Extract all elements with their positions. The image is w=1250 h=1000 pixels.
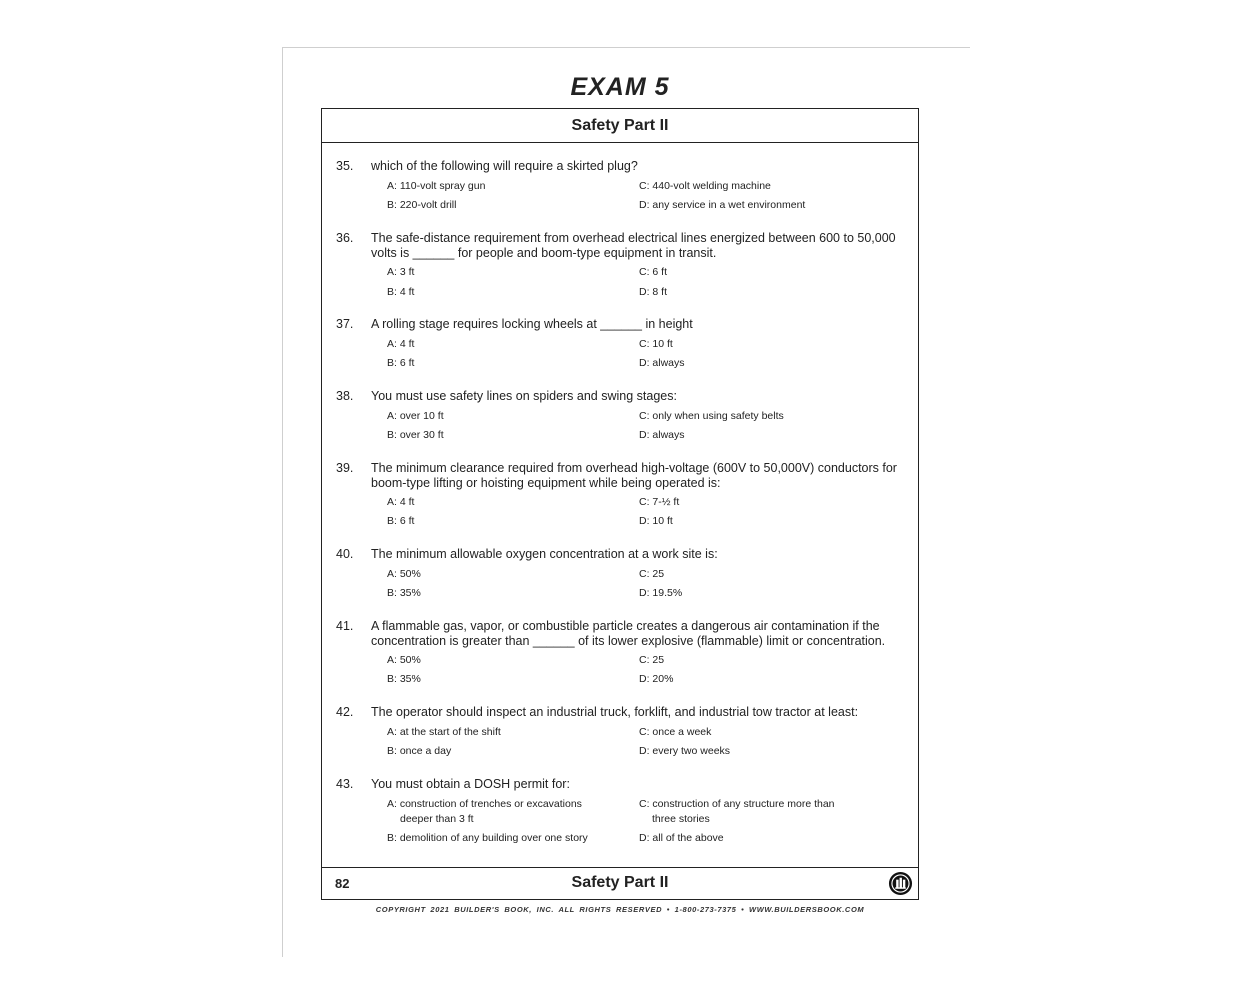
footer-band bbox=[322, 867, 918, 900]
question-text: You must use safety lines on spiders and swing stages: bbox=[371, 389, 677, 403]
option-c: C: 6 ft bbox=[639, 266, 668, 278]
option-d: D: 19.5% bbox=[639, 587, 683, 599]
question-text: You must obtain a DOSH permit for: bbox=[371, 777, 570, 791]
option-b: B: 4 ft bbox=[387, 286, 415, 298]
option-b: B: over 30 ft bbox=[387, 429, 444, 441]
option-c-line1: C: construction of any structure more than bbox=[639, 798, 835, 810]
option-d: D: always bbox=[639, 357, 685, 369]
option-c-line2: three stories bbox=[652, 813, 710, 825]
option-b: B: 35% bbox=[387, 587, 421, 599]
option-a: A: at the start of the shift bbox=[387, 726, 501, 738]
exam-box bbox=[321, 108, 919, 900]
option-a: A: 3 ft bbox=[387, 266, 415, 278]
question-text: The operator should inspect an industrial truck, forklift, and industrial tow tractor at least: bbox=[371, 705, 859, 719]
question-text: The safe-distance requirement from overhead electrical lines energized between 600 to 50,000 volts is ______ for people and boom-type equipment in transit. bbox=[371, 231, 896, 260]
option-c bbox=[639, 797, 879, 827]
option-c: C: 25 bbox=[639, 654, 665, 666]
option-d: D: all of the above bbox=[639, 832, 724, 844]
question-text: The minimum clearance required from overhead high-voltage (600V to 50,000V) conductors for boom-type lifting or hoisting equipment while being operated is: bbox=[371, 461, 897, 490]
question-number: 40. bbox=[336, 547, 354, 561]
question-number: 38. bbox=[336, 389, 354, 403]
footer-title: Safety Part II bbox=[571, 874, 669, 891]
option-d: D: always bbox=[639, 429, 685, 441]
question-number: 42. bbox=[336, 705, 354, 719]
option-c: C: only when using safety belts bbox=[639, 410, 784, 422]
question-number: 41. bbox=[336, 619, 354, 633]
question-number: 37. bbox=[336, 317, 354, 331]
option-a: A: 4 ft bbox=[387, 338, 415, 350]
builders-book-logo bbox=[888, 871, 913, 896]
option-a: A: 50% bbox=[387, 654, 421, 666]
option-b: B: once a day bbox=[387, 745, 452, 757]
option-c: C: 7-½ ft bbox=[639, 496, 680, 508]
exam-title: EXAM 5 bbox=[570, 73, 670, 101]
option-a bbox=[387, 797, 622, 827]
question-number: 35. bbox=[336, 159, 354, 173]
option-b: B: 220-volt drill bbox=[387, 199, 457, 211]
question-text: A rolling stage requires locking wheels at ______ in height bbox=[371, 317, 693, 331]
option-b: B: demolition of any building over one story bbox=[387, 832, 588, 844]
option-d: D: 8 ft bbox=[639, 286, 668, 298]
option-a: A: over 10 ft bbox=[387, 410, 444, 422]
option-d: D: 10 ft bbox=[639, 515, 673, 527]
question-text: A flammable gas, vapor, or combustible particle creates a dangerous air contamination if the concentration is greater than ______ of its lower explosive (flammable) limit or concentration. bbox=[371, 619, 886, 648]
option-c: C: 25 bbox=[639, 568, 665, 580]
question-number: 43. bbox=[336, 777, 354, 791]
option-a: A: 50% bbox=[387, 568, 421, 580]
copyright-notice: COPYRIGHT 2021 BUILDER'S BOOK, INC. ALL RIGHTS RESERVED • 1-800-273-7375 • WWW.BUILDERSBOOK.COM bbox=[375, 905, 865, 914]
question-text: The minimum allowable oxygen concentration at a work site is: bbox=[371, 547, 718, 561]
option-c: C: 10 ft bbox=[639, 338, 673, 350]
page-edge-top bbox=[282, 47, 970, 48]
option-d: D: any service in a wet environment bbox=[639, 199, 806, 211]
question-text: which of the following will require a skirted plug? bbox=[371, 159, 638, 173]
option-a-line1: A: construction of trenches or excavations bbox=[387, 798, 582, 810]
option-a: A: 110-volt spray gun bbox=[387, 180, 486, 192]
option-b: B: 35% bbox=[387, 673, 421, 685]
page-edge-left bbox=[282, 47, 283, 957]
option-d: D: 20% bbox=[639, 673, 674, 685]
question-number: 39. bbox=[336, 461, 354, 475]
option-a-line2: deeper than 3 ft bbox=[400, 813, 474, 825]
page-number: 82 bbox=[335, 876, 350, 891]
option-c: C: once a week bbox=[639, 726, 712, 738]
option-b: B: 6 ft bbox=[387, 357, 415, 369]
question-number: 36. bbox=[336, 231, 354, 245]
option-b: B: 6 ft bbox=[387, 515, 415, 527]
option-c: C: 440-volt welding machine bbox=[639, 180, 771, 192]
option-d: D: every two weeks bbox=[639, 745, 731, 757]
section-header: Safety Part II bbox=[322, 109, 918, 143]
option-a: A: 4 ft bbox=[387, 496, 415, 508]
